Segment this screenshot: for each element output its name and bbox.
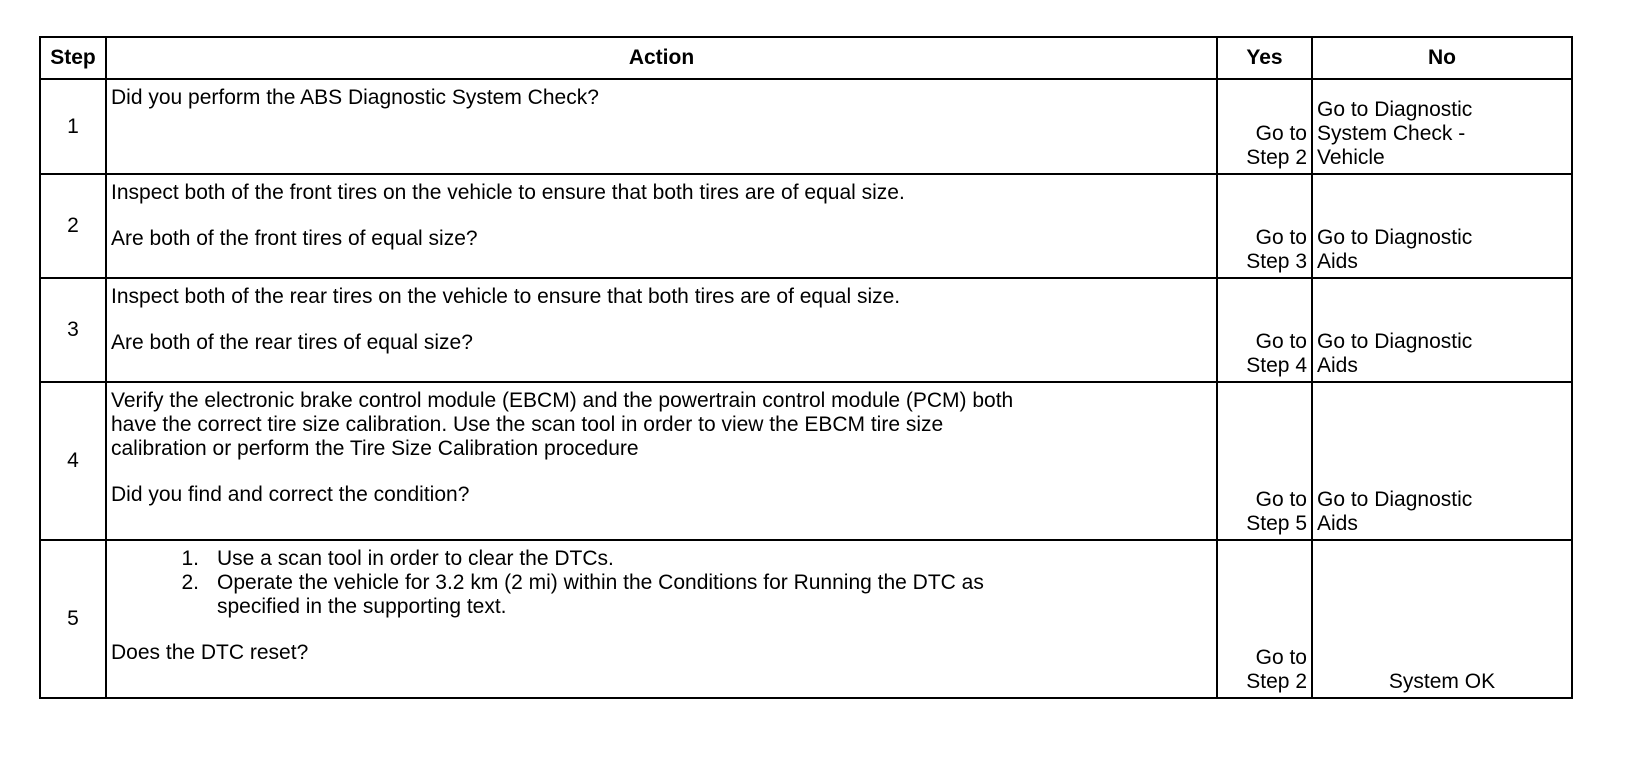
action-question: Are both of the front tires of equal size?: [111, 227, 478, 250]
no-cell: [1312, 540, 1572, 698]
step-number: 1: [40, 79, 106, 174]
yes-line: Step 2: [1246, 146, 1307, 169]
yes-line: Go to: [1255, 226, 1307, 249]
table-header-row: [40, 37, 1572, 79]
action-question: Did you perform the ABS Diagnostic System Check?: [111, 86, 599, 109]
action-question: Does the DTC reset?: [111, 641, 309, 664]
action-cell: [106, 382, 1217, 540]
yes-line: Go to: [1255, 330, 1307, 353]
no-cell: [1312, 174, 1572, 278]
no-line: Aids: [1317, 354, 1358, 377]
header-step: Step: [40, 37, 106, 79]
action-text: Inspect both of the rear tires on the vehicle to ensure that both tires are of equal size.: [111, 285, 901, 308]
no-line: System Check -: [1317, 122, 1466, 145]
list-number: 2.: [181, 571, 199, 594]
yes-line: Step 5: [1246, 512, 1307, 535]
header-no: No: [1312, 37, 1572, 79]
yes-cell: [1217, 540, 1312, 698]
list-text: Use a scan tool in order to clear the DTCs.: [217, 547, 614, 570]
step-number: 2: [40, 174, 106, 278]
no-line: Aids: [1317, 250, 1358, 273]
list-text: Operate the vehicle for 3.2 km (2 mi) within the Conditions for Running the DTC as: [217, 571, 984, 594]
no-line: Vehicle: [1317, 146, 1385, 169]
list-item: [111, 571, 1212, 619]
action-question: Did you find and correct the condition?: [111, 483, 470, 506]
yes-line: Go to: [1255, 122, 1307, 145]
action-text: Inspect both of the front tires on the vehicle to ensure that both tires are of equal size.: [111, 181, 905, 204]
yes-line: Step 4: [1246, 354, 1307, 377]
yes-line: Go to: [1255, 488, 1307, 511]
action-cell: [106, 79, 1217, 174]
action-text: calibration or perform the Tire Size Calibration procedure: [111, 437, 639, 460]
no-line: Aids: [1317, 512, 1358, 535]
yes-line: Go to: [1255, 646, 1307, 669]
no-line: Go to Diagnostic: [1317, 330, 1473, 353]
table-row: [40, 79, 1572, 174]
no-cell: [1312, 382, 1572, 540]
table-row: [40, 278, 1572, 382]
no-cell: [1312, 79, 1572, 174]
diagnostic-table: [39, 36, 1573, 699]
table-row: [40, 382, 1572, 540]
action-cell: [106, 174, 1217, 278]
action-question: Are both of the rear tires of equal size?: [111, 331, 473, 354]
action-text: Verify the electronic brake control module (EBCM) and the powertrain control module (PCM) both: [111, 389, 1014, 412]
procedure-list: [111, 547, 1212, 619]
no-line: Go to Diagnostic: [1317, 488, 1473, 511]
list-item: [111, 547, 1212, 571]
step-number: 4: [40, 382, 106, 540]
action-cell: [106, 540, 1217, 698]
header-yes: Yes: [1217, 37, 1312, 79]
header-action: Action: [106, 37, 1217, 79]
list-number: 1.: [181, 547, 199, 570]
no-line: Go to Diagnostic: [1317, 226, 1473, 249]
action-text: have the correct tire size calibration. Use the scan tool in order to view the EBCM tire size: [111, 413, 944, 436]
list-text: specified in the supporting text.: [217, 595, 507, 618]
yes-cell: [1217, 79, 1312, 174]
yes-cell: [1217, 278, 1312, 382]
yes-line: Step 2: [1246, 670, 1307, 693]
yes-cell: [1217, 174, 1312, 278]
no-line: Go to Diagnostic: [1317, 98, 1473, 121]
action-cell: [106, 278, 1217, 382]
yes-line: Step 3: [1246, 250, 1307, 273]
step-number: 5: [40, 540, 106, 698]
table-row: [40, 540, 1572, 698]
no-cell: [1312, 278, 1572, 382]
no-line: System OK: [1388, 670, 1496, 693]
yes-cell: [1217, 382, 1312, 540]
step-number: 3: [40, 278, 106, 382]
table-row: [40, 174, 1572, 278]
